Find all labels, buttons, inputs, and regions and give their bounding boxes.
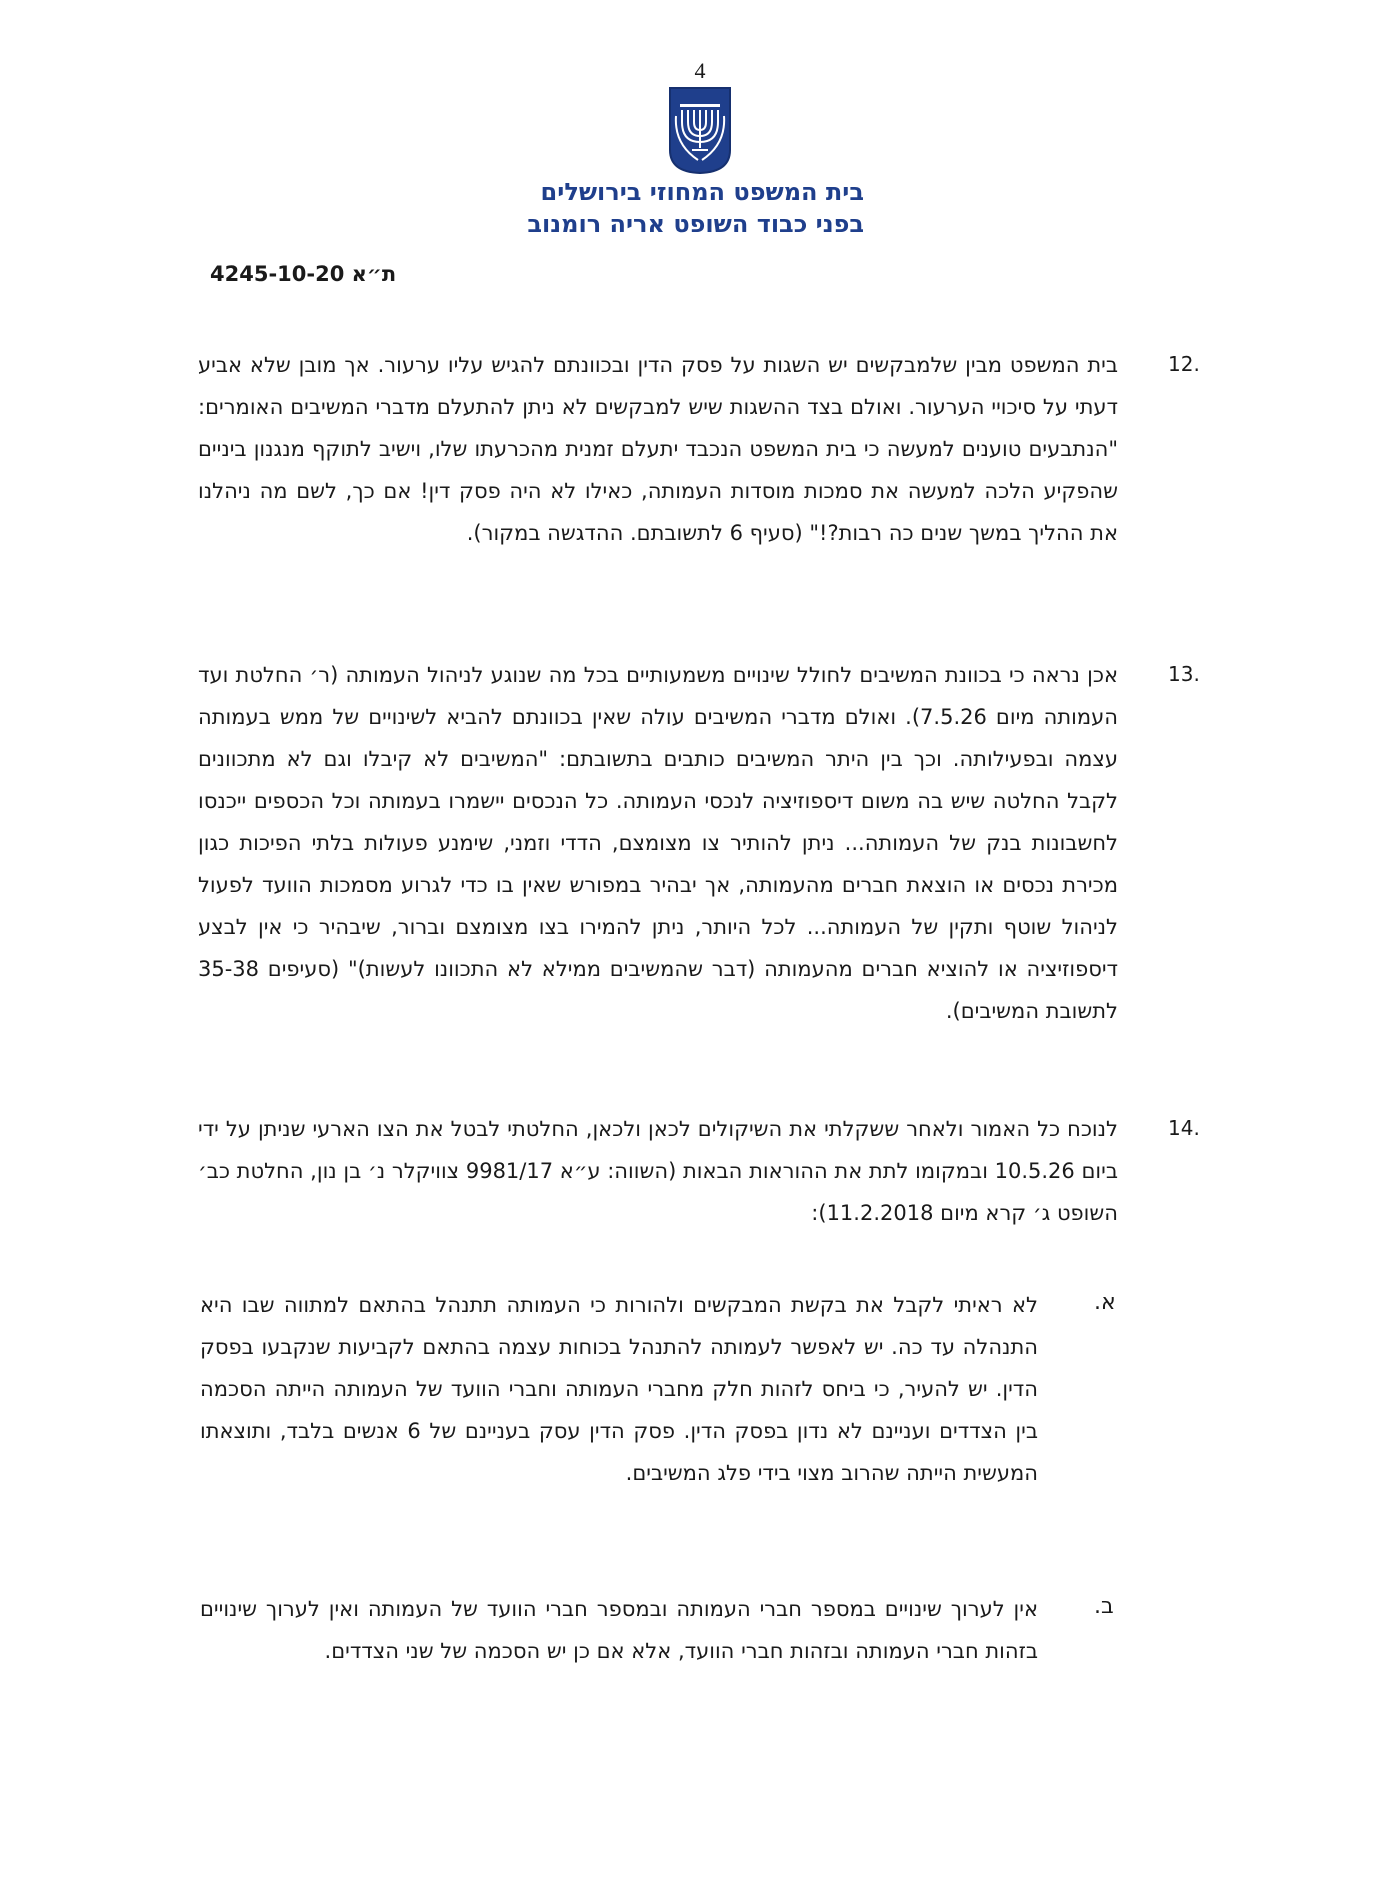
- judge-name: בפני כבוד השופט אריה רומנוב: [527, 210, 864, 238]
- court-header: [264, 176, 864, 240]
- state-emblem: [668, 86, 732, 174]
- paragraph-12: בית המשפט מבין שלמבקשים יש השגות על פסק הדין ובכוונתם להגיש עליו ערעור. אך מובן שלא אביע דעתי על סיכויי הערעור. ואולם בצד ההשגות שיש למבקשים לא ניתן להתעלם מדברי המשיבים האומרים: "הנתבעים טוענים למעשה כי בית המשפט הנכבד יתעלם זמנית מהכרעתו שלו, וישיב לתוקף מנגנון ביניים שהפקיע הלכה למעשה את סמכות מוסדות העמותה, כאילו לא היה פסק דין! אם כך, לשם מה ניהלנו את ההליך במשך שנים כה רבות?!" (סעיף 6 לתשובתם. ההדגשה במקור).: [198, 353, 1118, 545]
- sub-paragraph-b: אין לערוך שינויים במספר חברי העמותה ובמספר חברי הוועד של העמותה ואין לערוך שינויים בזהות חברי העמותה ובזהות חברי הוועד, אלא אם כן יש הסכמה של שני הצדדים.: [200, 1597, 1038, 1663]
- paragraph-13-number: 13.: [1168, 662, 1200, 686]
- case-number: ת״א 4245-10-20: [210, 262, 397, 286]
- paragraph-12-number: 12.: [1168, 352, 1200, 376]
- sub-paragraph-b-letter: ב.: [1094, 1594, 1114, 1619]
- paragraph-13: אכן נראה כי בכוונת המשיבים לחולל שינויים משמעותיים בכל מה שנוגע לניהול העמותה (ר׳ החלטת ועד העמותה מיום 7.5.26). ואולם מדברי המשיבים עולה שאין בכוונתם להביא לשינויים של ממש בעמותה עצמה ובפעילותה. וכך בין היתר המשיבים כותבים בתשובתם: "המשיבים לא קיבלו וגם לא מתכוונים לקבל החלטה שיש בה משום דיספוזיציה לנכסי העמותה. כל הנכסים יישמרו בעמותה וכל הכספים ייכנסו לחשבונות בנק של העמותה... ניתן להותיר צו מצומצם, הדדי וזמני, שימנע פעולות בלתי הפיכות כגון מכירת נכסים או הוצאת חברים מהעמותה, אך יבהיר במפורש שאין בו כדי לגרוע מסמכות הוועד לפעול לניהול שוטף ותקין של העמותה... לכל היותר, ניתן להמירו בצו מצומצם וברור, שיבהיר כי אין לבצע דיספוזיציה או להוציא חברים מהעמותה (דבר שהמשיבים ממילא לא התכוונו לעשות)" (סעיפים 35-38 לתשובת המשיבים).: [198, 663, 1118, 1023]
- page-number: 4: [694, 58, 706, 83]
- sub-paragraph-a: לא ראיתי לקבל את בקשת המבקשים ולהורות כי העמותה תתנהל בהתאם למתווה שבו היא התנהלה עד כה. יש לאפשר לעמותה להתנהל בכוחות עצמה בהתאם לקביעות שנקבעו בפסק הדין. יש להעיר, כי ביחס לזהות חלק מחברי העמותה וחברי הוועד של העמותה הייתה הסכמה בין הצדדים ועניינם לא נדון בפסק הדין. פסק הדין עסק בעניינם של 6 אנשים בלבד, ותוצאתו המעשית הייתה שהרוב מצוי בידי פלג המשיבים.: [200, 1293, 1038, 1485]
- sub-paragraph-a-letter: א.: [1094, 1290, 1116, 1315]
- court-name: בית המשפט המחוזי בירושלים: [540, 178, 864, 206]
- paragraph-14-number: 14.: [1168, 1116, 1200, 1140]
- paragraph-14: לנוכח כל האמור ולאחר ששקלתי את השיקולים לכאן ולכאן, החלטתי לבטל את הצו הארעי שניתן על ידי ביום 10.5.26 ובמקומו לתת את ההוראות הבאות (השווה: ע״א 9981/17 צוויקלר נ׳ בן נון, החלטת כב׳ השופט ג׳ קרא מיום 11.2.2018):: [198, 1117, 1118, 1225]
- menorah-emblem-icon: [668, 86, 732, 174]
